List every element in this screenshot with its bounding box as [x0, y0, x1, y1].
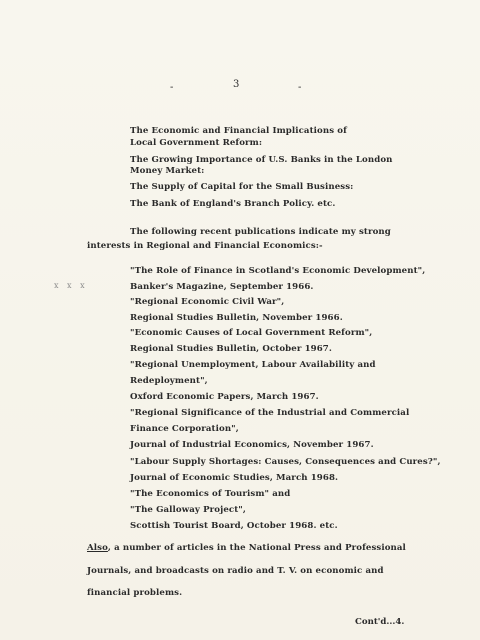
- publication-line: "Regional Economic Civil War",: [130, 297, 285, 307]
- page-number: 3: [233, 79, 240, 90]
- topic-line: Local Government Reform:: [130, 138, 263, 148]
- publication-line: "Labour Supply Shortages: Causes, Consequences and Cures?",: [130, 457, 441, 467]
- publication-line: "Economic Causes of Local Government Reform",: [130, 328, 373, 338]
- publication-line: Journal of Industrial Economics, November 1967.: [130, 440, 374, 450]
- closing-line: Journals, and broadcasts on radio and T. V. on economic and: [87, 566, 384, 576]
- publication-line: "The Role of Finance in Scotland's Economic Development",: [130, 266, 426, 276]
- intro-line: interests in Regional and Financial Economics:-: [87, 241, 323, 251]
- publication-line: Regional Studies Bulletin, November 1966.: [130, 313, 343, 323]
- topic-line: The Growing Importance of U.S. Banks in the London: [130, 155, 393, 165]
- also-label: Also: [87, 543, 108, 553]
- publication-line: Journal of Economic Studies, March 1968.: [130, 473, 339, 483]
- publication-line: Scottish Tourist Board, October 1968. etc.: [130, 521, 338, 531]
- topic-line: The Bank of England's Branch Policy. etc.: [130, 199, 336, 209]
- closing-line-rest: , a number of articles in the National Press and Professional: [107, 543, 406, 553]
- continued-note: Cont'd...4.: [355, 617, 405, 627]
- topic-line: The Supply of Capital for the Small Business:: [130, 182, 354, 192]
- publication-line: Oxford Economic Papers, March 1967.: [130, 392, 319, 402]
- publication-line: "The Economics of Tourism" and: [130, 489, 291, 499]
- publication-line: Finance Corporation",: [130, 424, 239, 434]
- header-dash-left: -: [170, 82, 174, 93]
- header-dash-right: -: [298, 82, 302, 93]
- intro-line: The following recent publications indicate my strong: [130, 227, 391, 237]
- publication-line: Regional Studies Bulletin, October 1967.: [130, 344, 332, 354]
- margin-mark: x x x: [54, 281, 88, 290]
- topic-line: Money Market:: [130, 166, 205, 176]
- closing-line: financial problems.: [87, 588, 183, 598]
- publication-line: "Regional Unemployment, Labour Availability and: [130, 360, 376, 370]
- publication-line: "Regional Significance of the Industrial and Commercial: [130, 408, 410, 418]
- publication-line: "The Galloway Project",: [130, 505, 246, 515]
- closing-line: [87, 543, 406, 553]
- topic-line: The Economic and Financial Implications of: [130, 126, 347, 136]
- publication-line: Banker's Magazine, September 1966.: [130, 282, 314, 292]
- publication-line: Redeployment",: [130, 376, 208, 386]
